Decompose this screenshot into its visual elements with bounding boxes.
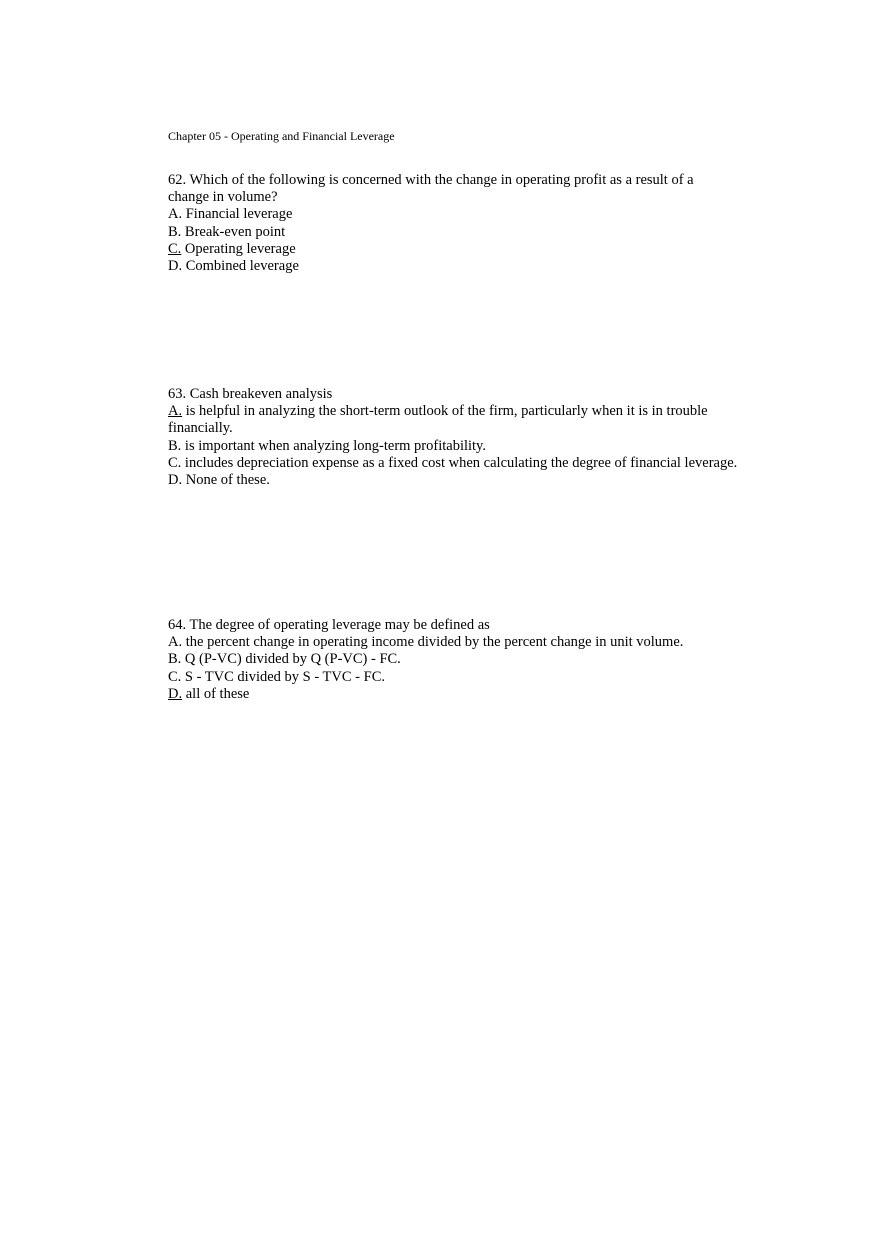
- question-stem: 63. Cash breakeven analysis: [168, 386, 333, 402]
- question-63: [168, 386, 738, 489]
- option-d: [168, 258, 738, 275]
- option-a: [168, 206, 738, 223]
- option-a: [168, 634, 738, 651]
- option-c: [168, 455, 738, 472]
- option-letter: C.: [168, 668, 182, 685]
- option-d: [168, 472, 738, 489]
- option-text: Combined leverage: [182, 258, 299, 275]
- option-c: [168, 669, 738, 686]
- option-letter: B.: [168, 651, 182, 668]
- question-64: [168, 617, 738, 703]
- option-text: Operating leverage: [181, 240, 296, 257]
- option-letter: D.: [168, 258, 183, 275]
- option-c: [168, 241, 738, 258]
- option-d: [168, 686, 738, 703]
- option-text: is helpful in analyzing the short-term outlook of the firm, particularly when it is in trouble financially.: [168, 403, 708, 437]
- option-letter-correct: C.: [168, 240, 182, 257]
- option-letter: B.: [168, 437, 182, 454]
- option-letter: D.: [168, 472, 183, 489]
- chapter-header: Chapter 05 - Operating and Financial Leverage: [168, 129, 395, 143]
- option-text: all of these: [182, 685, 250, 702]
- option-letter: C.: [168, 454, 182, 471]
- option-text: S - TVC divided by S - TVC - FC.: [181, 668, 385, 685]
- option-text: Financial leverage: [182, 206, 293, 223]
- option-b: [168, 224, 738, 241]
- option-text: includes depreciation expense as a fixed cost when calculating the degree of financial leverage.: [181, 454, 738, 471]
- option-letter: A.: [168, 206, 183, 223]
- option-letter-correct: D.: [168, 685, 183, 702]
- option-text: the percent change in operating income divided by the percent change in unit volume.: [182, 634, 684, 651]
- option-letter: B.: [168, 223, 182, 240]
- option-text: Break-even point: [181, 223, 286, 240]
- option-b: [168, 651, 738, 668]
- option-letter: A.: [168, 634, 183, 651]
- option-a: [168, 403, 738, 437]
- option-letter-correct: A.: [168, 403, 183, 420]
- question-stem: 64. The degree of operating leverage may be defined as: [168, 617, 490, 633]
- option-b: [168, 438, 738, 455]
- option-text: is important when analyzing long-term profitability.: [181, 437, 486, 454]
- question-62: [168, 172, 738, 275]
- option-text: Q (P-VC) divided by Q (P-VC) - FC.: [181, 651, 401, 668]
- option-text: None of these.: [182, 472, 270, 489]
- question-stem: 62. Which of the following is concerned with the change in operating profit as a result of a change in volume?: [168, 172, 694, 206]
